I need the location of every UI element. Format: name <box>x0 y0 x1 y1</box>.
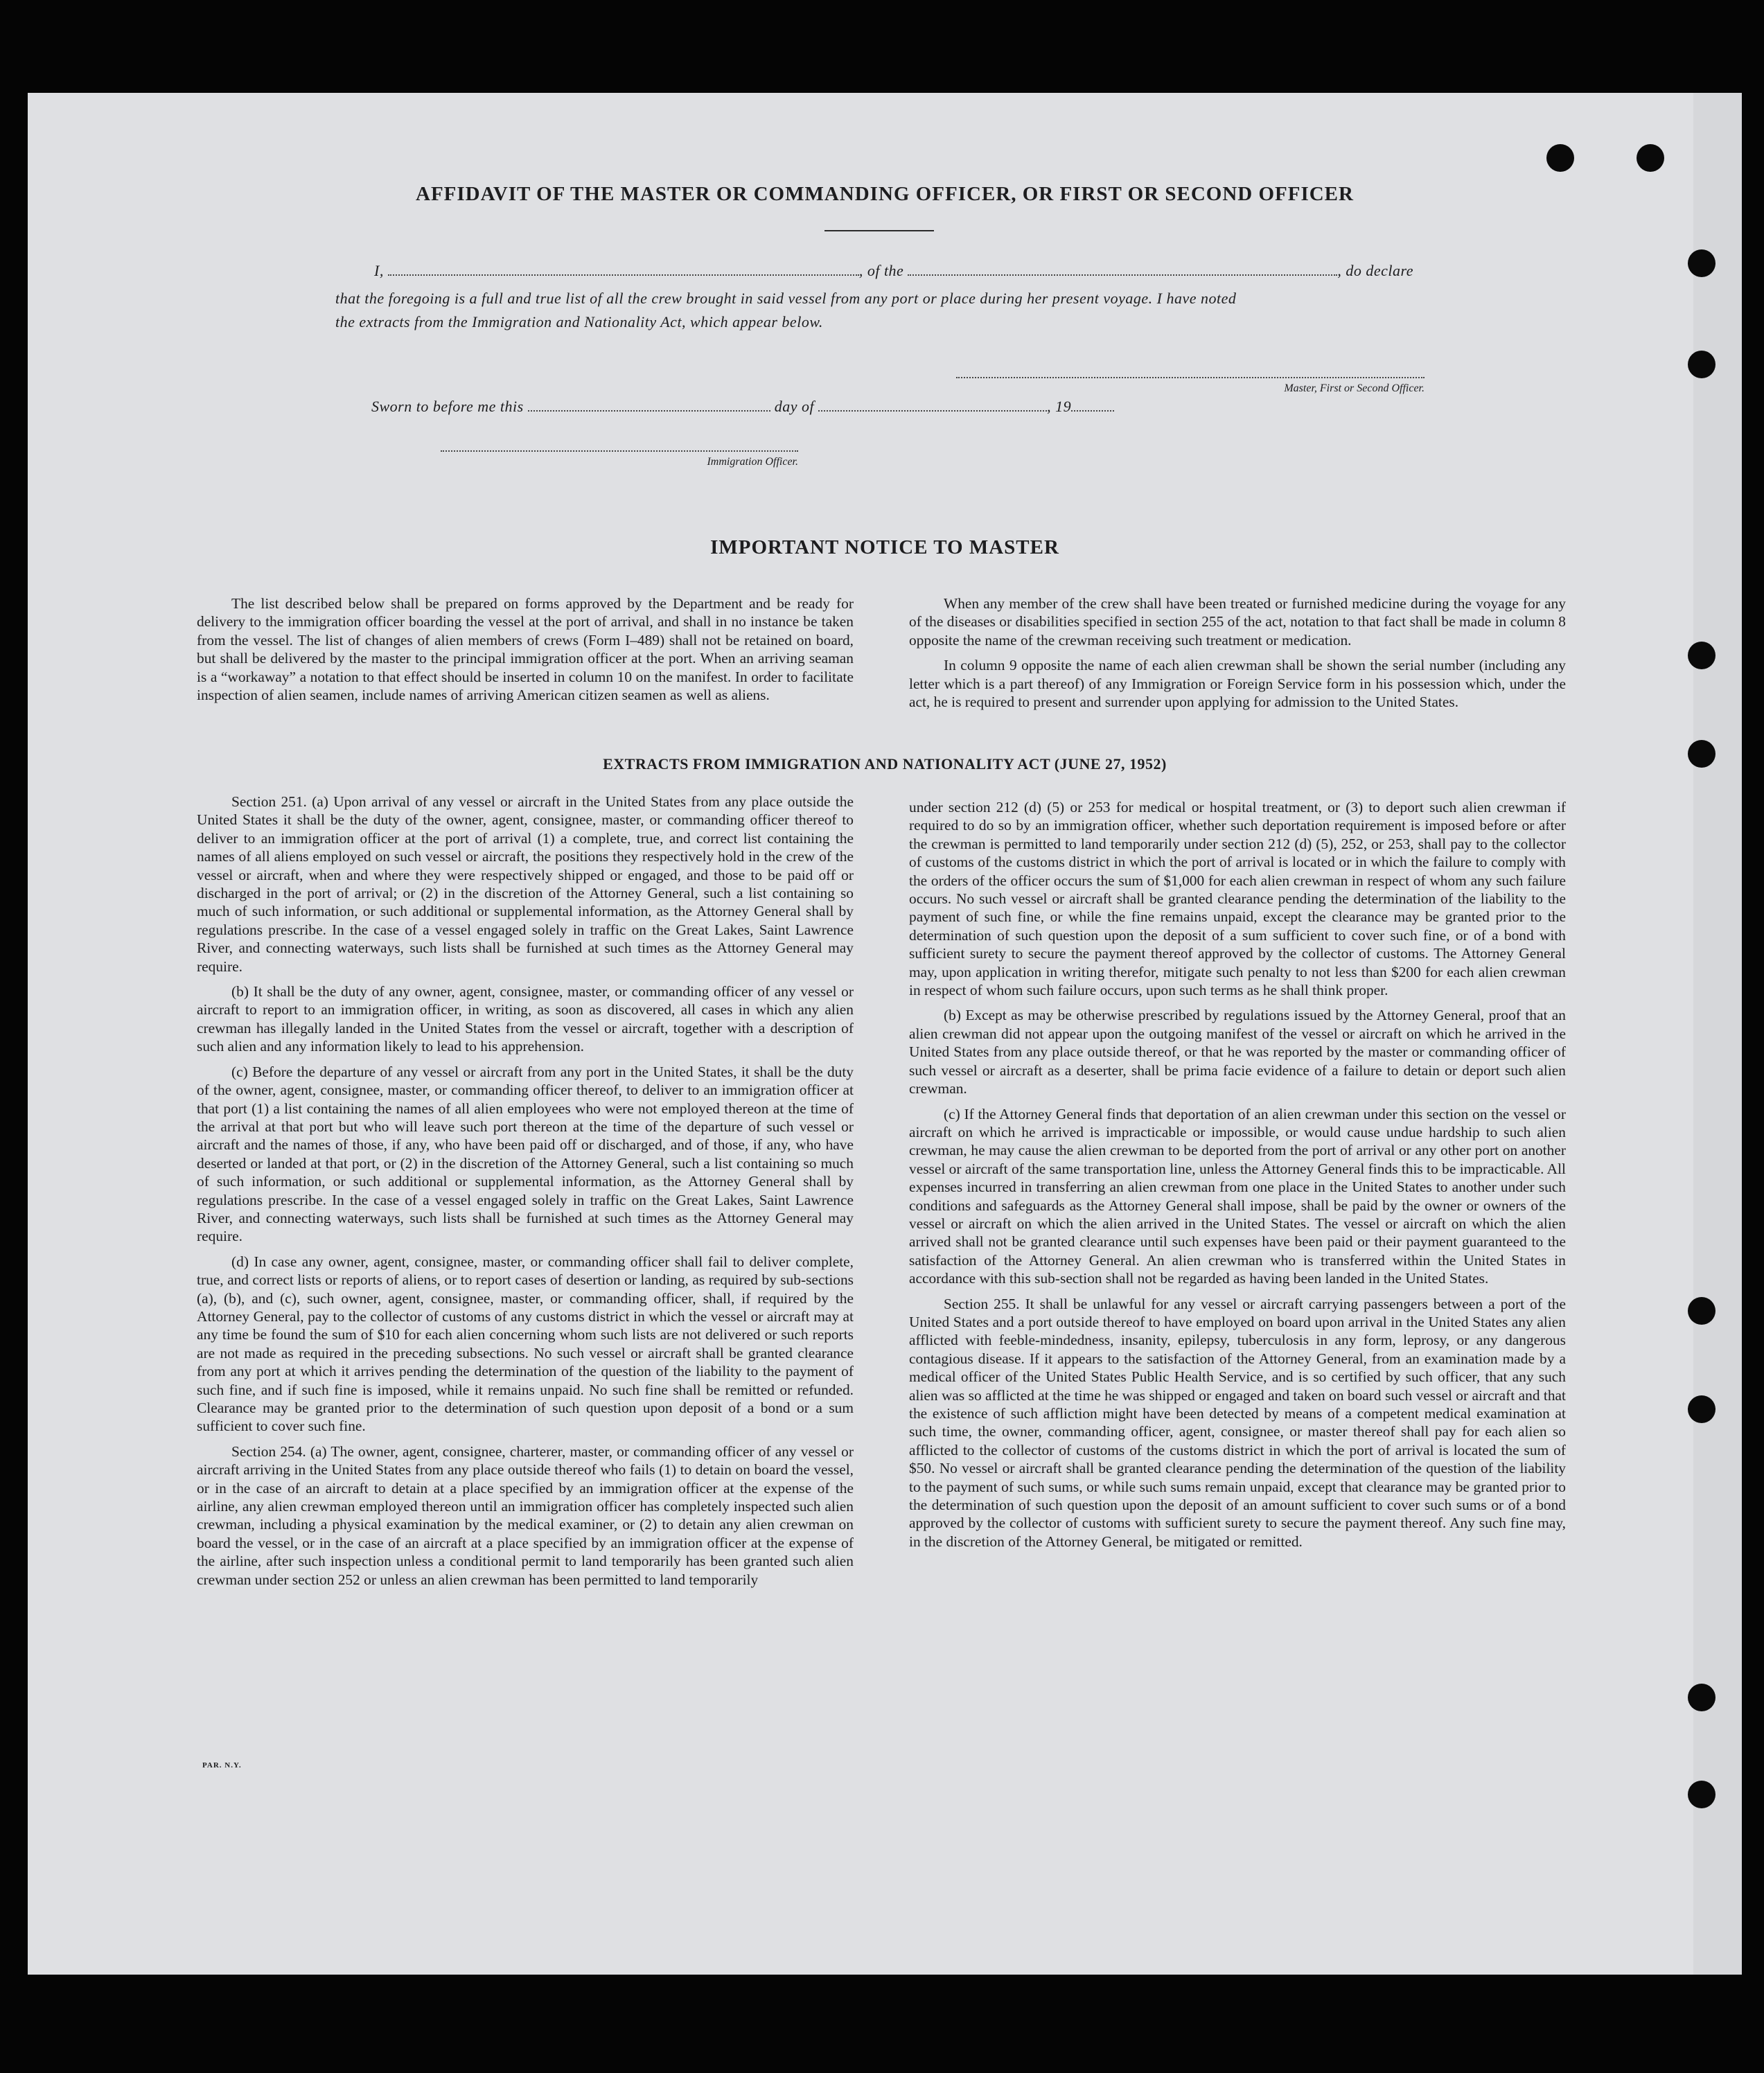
vessel-name-field[interactable] <box>908 274 1337 276</box>
affidavit-of-the-label: , of the <box>858 262 904 279</box>
section-paragraph: (b) It shall be the duty of any owner, agent, consignee, master, or commanding officer of any vessel or aircraft to report to an immigration officer, in writing, as soon as discovered, all cases in which any alien crewman has illegally landed in the United States from the vessel or aircraft, together with a description of such alien and any information likely to lead to his apprehension. <box>197 983 854 1055</box>
sworn-month-field[interactable] <box>818 410 1047 412</box>
binder-hole-icon <box>1688 351 1716 378</box>
section-paragraph: (b) Except as may be otherwise prescribed by regulations issued by the Attorney General, proof that an alien crewman did not appear upon the outgoing manifest of the vessel or aircraft on which he arrived in the United States from any place outside thereof, or that he was reported by the master or commanding officer of such vessel or aircraft as a deserter, shall be prima facie evidence of a failure to detain or deport such alien crewman. <box>909 1007 1566 1097</box>
sworn-year-field[interactable] <box>1071 410 1114 412</box>
notice-title: IMPORTANT NOTICE TO MASTER <box>710 536 1059 558</box>
form-page <box>28 93 1742 1975</box>
sworn-label: Sworn to before me this <box>371 398 524 415</box>
extracts-right-column <box>909 798 1566 1558</box>
title-underline <box>824 230 934 231</box>
binder-hole-icon <box>1688 1297 1716 1325</box>
binder-hole-icon <box>1688 1395 1716 1423</box>
sworn-line <box>371 398 1114 416</box>
binder-hole-icon <box>1637 144 1664 172</box>
master-signature-line[interactable] <box>956 377 1425 378</box>
affidavit-declare-label: , do declare <box>1337 262 1413 279</box>
section-paragraph: (d) In case any owner, agent, consignee, master, or commanding officer shall fail to deliver complete, true, and correct lists or reports of aliens, or to report cases of desertion or landing, as required by sub-sections (a), (b), and (c), such owner, agent, consignee, master, or commanding officer, shall, if required by the Attorney General, pay to the collector of customs of any customs district in which the vessel or aircraft may at any time be found the sum of $10 for each alien concerning whom such lists are not delivered or such reports are not made as required in the preceding subsections. No such vessel or aircraft shall be granted clearance from any port at which it arrives pending the determination of the question of the liability to the payment of such fine, and if such fine is imposed, while it remains unpaid. No such fine shall be remitted or refunded. Clearance may be granted prior to the determination of such question upon deposit of a bond or a sum sufficient to cover such fine. <box>197 1253 854 1435</box>
extracts-title: EXTRACTS FROM IMMIGRATION AND NATIONALITY ACT (JUNE 27, 1952) <box>603 755 1167 773</box>
section-paragraph: Section 254. (a) The owner, agent, consignee, charterer, master, or commanding officer of any vessel or aircraft arriving in the United States from any place outside thereof who fails (1) to detain on board the vessel, or in the case of an aircraft to detain at a place specified by an immigration officer at the expense of the airline, any alien crewman employed thereon until an immigration officer has completely inspected such alien crewman, including a physical examination by the medical examiner, or (2) to detain any alien crewman on board the vessel, or in the case of an aircraft at a place specified by an immigration officer at the expense of the airline, after such inspection unless a conditional permit to land temporarily has been granted such alien crewman under section 252 or unless an alien crewman has been permitted to land temporarily <box>197 1443 854 1588</box>
affidavit-line-1 <box>374 262 1455 280</box>
officer-signature-caption: Immigration Officer. <box>707 456 798 468</box>
binder-hole-icon <box>1546 144 1574 172</box>
extracts-left-column <box>197 793 854 1596</box>
officer-signature-line[interactable] <box>441 450 798 452</box>
notice-paragraph: When any member of the crew shall have been treated or furnished medicine during the voyage for any of the diseases or disabilities specified in section 255 of the act, notation to that fact shall be made in column 8 opposite the name of the crewman receiving such treatment or medication. <box>909 595 1566 649</box>
affidavit-line-3: the extracts from the Immigration and Nationality Act, which appear below. <box>335 313 823 330</box>
binder-hole-icon <box>1688 1684 1716 1711</box>
section-paragraph: (c) Before the departure of any vessel or aircraft from any port in the United States, it shall be the duty of the owner, agent, consignee, master, or commanding officer thereof, to deliver to an immigration officer at that port (1) a list containing the names of all alien employees who were not employed thereon at the time of the arrival at that port but who will leave such port thereon at the time of the departure of such vessel or aircraft and the names of those, if any, who have been paid off or discharged, and of those, if any, who have deserted or landed at that port, or (2) in the discretion of the Attorney General, such a list containing so much of such information, or such additional or supplemental information, as the Attorney General shall by regulations prescribe. In the case of a vessel engaged solely in traffic on the Great Lakes, Saint Lawrence River, and connecting waterways, such lists shall be furnished at such times as the Attorney General may require. <box>197 1063 854 1245</box>
binder-hole-icon <box>1688 249 1716 277</box>
affidavit-title: AFFIDAVIT OF THE MASTER OR COMMANDING OFFICER, OR FIRST OR SECOND OFFICER <box>416 183 1354 205</box>
section-paragraph: Section 251. (a) Upon arrival of any vessel or aircraft in the United States from any place outside the United States it shall be the duty of the owner, agent, consignee, master, or commanding officer thereof to deliver to an immigration officer at the port of arrival (1) a complete, true, and correct list containing the names of all aliens employed on such vessel or aircraft, the positions they respectively hold in the crew of the vessel or aircraft, when and where they were respectively shipped or engaged, and those to be paid off or discharged in the port of arrival; or (2) in the discretion of the Attorney General, such a list containing so much of such information, or such additional or supplemental information, as the Attorney General shall by regulations prescribe. In the case of a vessel engaged solely in traffic on the Great Lakes, Saint Lawrence River, and connecting waterways, such lists shall be furnished at such times as the Attorney General may require. <box>197 793 854 975</box>
sworn-day-field[interactable] <box>528 410 770 412</box>
notice-paragraph: In column 9 opposite the name of each alien crewman shall be shown the serial number (including any letter which is a part thereof) of any Immigration or Foreign Service form in his possession which, under the act, he is required to present and surrender upon applying for admission to the United States. <box>909 657 1566 711</box>
binder-hole-icon <box>1688 1781 1716 1808</box>
affidavit-line-2: that the foregoing is a full and true list of all the crew brought in said vessel from any port or place during her present voyage. I have noted <box>335 290 1237 307</box>
master-signature-caption: Master, First or Second Officer. <box>1284 382 1425 394</box>
notice-left-column <box>197 594 854 711</box>
notice-right-column <box>909 594 1566 718</box>
notice-paragraph: The list described below shall be prepared on forms approved by the Department and be ready for delivery to the immigration officer boarding the vessel at the port of arrival, and shall in no instance be taken from the vessel. The list of changes of alien members of crews (Form I–489) shall not be retained on board, but shall be delivered by the master to the principal immigration officer at the port. When an arriving seaman is a “workaway” a notation to that effect should be inserted in column 10 on the manifest. In order to facilitate inspection of alien seamen, include names of arriving American citizen seamen as well as aliens. <box>197 595 854 704</box>
day-of-label: day of <box>774 398 815 415</box>
binder-hole-icon <box>1688 642 1716 669</box>
declarant-name-field[interactable] <box>388 274 859 276</box>
section-paragraph: Section 255. It shall be unlawful for any vessel or aircraft carrying passengers between a port of the United States and a port outside thereof to have employed on board upon arrival in the United States any alien afflicted with feeble-mindedness, insanity, epilepsy, tuberculosis in any form, leprosy, or any dangerous contagious disease. If it appears to the satisfaction of the Attorney General, from an examination made by a medical officer of the United States Public Health Service, and is so certified by such officer, that any such alien was so afflicted at the time he was shipped or engaged and taken on board such vessel or aircraft and that the existence of such affliction might have been detected by means of a competent medical examination at such time, the owner, commanding officer, agent, consignee, or master thereof shall pay for each alien so afflicted to the collector of customs of the customs district in which the port of arrival is located the sum of $50. No vessel or aircraft shall be granted clearance pending the determination of the question of the liability to the payment of such sums, or while such sums remain unpaid, except that clearance may be granted prior to the determination of such question upon the deposit of an amount sufficient to cover such sums or of a bond approved by the collector of customs with sufficient surety to secure the payment thereof. Any such fine may, in the discretion of the Attorney General, be mitigated or remitted. <box>909 1295 1566 1550</box>
section-paragraph: under section 212 (d) (5) or 253 for medical or hospital treatment, or (3) to deport such alien crewman if required to do so by an immigration officer, whether such deportation requirement is imposed before or after the crewman is permitted to land temporarily under section 212 (d) (5), 252, or 253, shall pay to the collector of customs of the customs district in which the port of arrival is located or in which the failure to comply with the orders of the officer occurs the sum of $1,000 for each alien crewman in respect of whom any such failure occurs. No such vessel or aircraft shall be granted clearance pending the determination of the liability to the payment of such fine, or while the fine remains unpaid, except the clearance may be granted prior to the determination of such question upon the deposit of a sum sufficient to cover such fine, or of a bond with sufficient surety to secure the payment thereof approved by the collector of customs. The Attorney General may, upon application in writing therefor, mitigate such penalty to not less than $200 for each alien crewman in respect of whom such failure occurs, upon such terms as he shall think proper. <box>909 799 1566 999</box>
printer-mark: PAR. N.Y. <box>202 1761 242 1770</box>
affidavit-i-label: I, <box>374 262 384 279</box>
section-paragraph: (c) If the Attorney General finds that deportation of an alien crewman under this section on the vessel or aircraft on which he arrived is impracticable or impossible, or would cause undue hardship to such alien crewman, he may cause the alien crewman to be deported from the port of arrival or any other port on another vessel or aircraft of the same transportation line, unless the Attorney General finds this to be impracticable. All expenses incurred in transferring an alien crewman from one place in the United States to another under such conditions and safeguards as the Attorney General shall impose, shall be paid by the owner or owners of the vessel or aircraft on which the alien arrived in the United States. The vessel or aircraft on which the alien arrived shall not be granted clearance until such expenses have been paid or their payment guaranteed to the satisfaction of the Attorney General. An alien crewman who is transferred within the United States in accordance with this sub-section shall not be regarded as having been landed in the United States. <box>909 1105 1566 1287</box>
year-prefix-label: , 19 <box>1047 398 1072 415</box>
